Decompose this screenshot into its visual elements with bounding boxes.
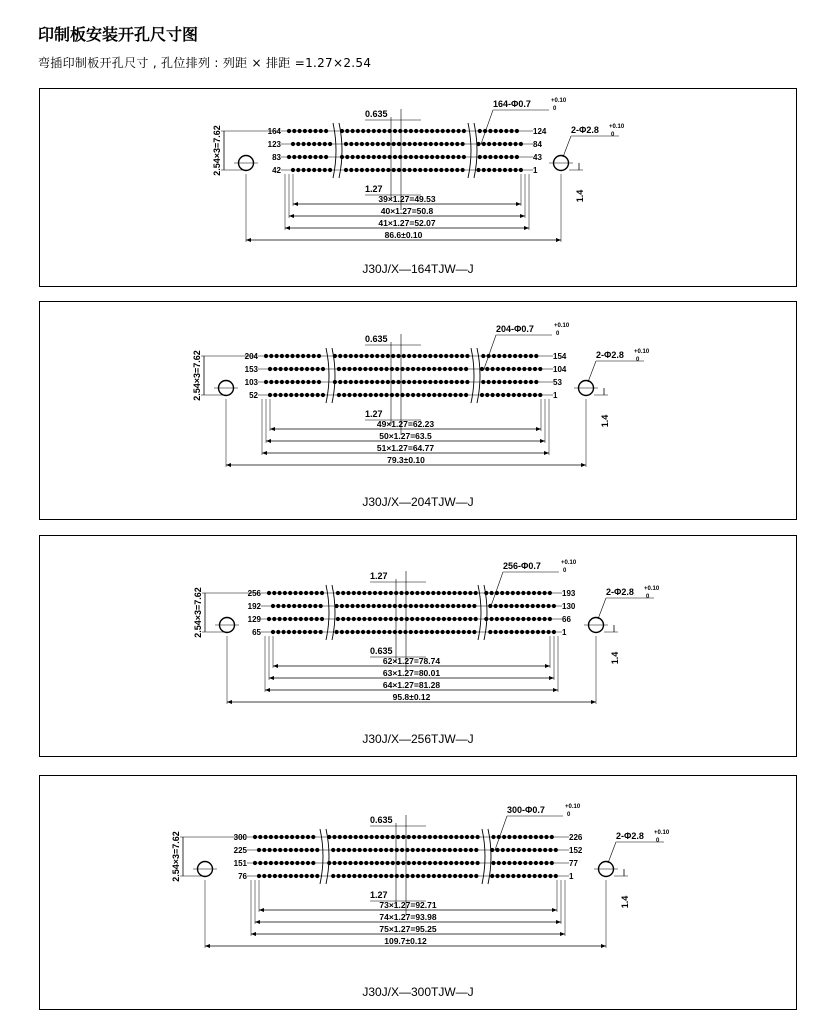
row-label-left: 76	[238, 872, 247, 881]
model-caption: J30J/X—300TJW—J	[362, 985, 474, 999]
row-label-left: 192	[247, 602, 261, 611]
leader-line	[495, 816, 507, 850]
hole-layout-drawing	[40, 536, 798, 758]
span-dimension: 73×1.27=92.71	[379, 900, 437, 910]
row-label-right: 104	[553, 365, 567, 374]
mount-callout: 2-Φ2.8	[571, 125, 599, 135]
hole-callout: 164-Φ0.7	[493, 99, 531, 109]
leader-line	[481, 110, 493, 144]
span-dimension: 63×1.27=80.01	[382, 668, 441, 678]
pitch-label-bottom: 0.635	[370, 646, 393, 656]
span-dimension: 95.8±0.12	[392, 692, 431, 702]
vertical-dimension: 2.54×3=7.62	[193, 587, 203, 638]
row-label-right: 66	[562, 615, 571, 624]
row-label-left: 164	[267, 127, 281, 136]
span-dimension: 75×1.27=95.25	[379, 924, 437, 934]
model-caption: J30J/X—164TJW—J	[362, 262, 474, 276]
hole-callout: 300-Φ0.7	[507, 805, 545, 815]
mount-tolerance-minus: 0	[646, 594, 650, 600]
mount-tolerance-plus: +0.10	[609, 124, 625, 130]
vertical-dimension: 2.54×3=7.62	[192, 350, 202, 401]
span-dimension: 49×1.27=62.23	[376, 419, 435, 429]
mount-tolerance-plus: +0.10	[634, 349, 650, 355]
mount-tolerance-plus: +0.10	[644, 586, 660, 592]
hole-layout-drawing	[40, 302, 798, 521]
hole-callout: 204-Φ0.7	[496, 324, 534, 334]
row-label-right: 77	[569, 859, 578, 868]
row-label-right: 124	[533, 127, 547, 136]
hole-layout-group	[192, 323, 650, 467]
leader-line	[608, 842, 616, 863]
row-label-left: 83	[272, 153, 281, 162]
row-label-right: 193	[562, 589, 576, 598]
row-label-right: 152	[569, 846, 583, 855]
drawing-panel	[39, 535, 797, 757]
span-dimension: 79.3±0.10	[387, 455, 425, 465]
row-label-right: 130	[562, 602, 576, 611]
span-dimension: 62×1.27=78.74	[382, 656, 441, 666]
hole-tolerance-plus: +0.10	[554, 323, 570, 329]
row-label-left: 65	[252, 628, 261, 637]
span-dimension: 86.6±0.10	[384, 230, 423, 240]
row-label-left: 256	[247, 589, 261, 598]
hole-callout: 256-Φ0.7	[503, 561, 541, 571]
hole-layout-group	[193, 560, 660, 704]
row-label-right: 226	[569, 833, 583, 842]
row-label-left: 129	[247, 615, 261, 624]
row-label-left: 103	[244, 378, 258, 387]
span-dimension: 41×1.27=52.07	[378, 218, 436, 228]
hole-layout-drawing	[40, 89, 798, 288]
pitch-label-bottom: 1.27	[365, 184, 383, 194]
hole-tolerance-minus: 0	[563, 568, 567, 574]
hole-layout-group	[212, 98, 625, 242]
pitch-label-top: 0.635	[365, 334, 388, 344]
span-dimension: 64×1.27=81.28	[382, 680, 441, 690]
hole-tolerance-plus: +0.10	[551, 98, 567, 104]
hole-tolerance-plus: +0.10	[565, 804, 581, 810]
mount-callout: 2-Φ2.8	[606, 587, 634, 597]
span-dimension: 39×1.27=49.53	[378, 194, 436, 204]
row-label-left: 225	[233, 846, 247, 855]
page-title: 印制板安装开孔尺寸图	[38, 25, 199, 44]
row-label-left: 42	[272, 166, 281, 175]
hole-tolerance-minus: 0	[556, 331, 560, 337]
mount-callout: 2-Φ2.8	[596, 350, 624, 360]
pitch-label-bottom: 1.27	[365, 409, 383, 419]
span-dimension: 40×1.27=50.8	[380, 206, 434, 216]
drawing-panel	[39, 301, 797, 520]
offset-dimension: 1.4	[620, 895, 630, 909]
page-subtitle: 弯插印制板开孔尺寸 , 孔位排列 : 列距 × 排距 =1.27×2.54	[38, 56, 372, 70]
hole-layout-drawing	[40, 776, 798, 1011]
row-label-left: 300	[233, 833, 247, 842]
mount-tolerance-minus: 0	[611, 132, 615, 138]
leader-line	[484, 335, 496, 369]
hole-layout-group	[171, 804, 670, 948]
vertical-dimension: 2.54×3=7.62	[212, 125, 222, 176]
mount-tolerance-minus: 0	[656, 838, 660, 844]
row-label-right: 84	[533, 140, 542, 149]
offset-dimension: 1.4	[610, 651, 620, 665]
span-dimension: 109.7±0.12	[384, 936, 427, 946]
leader-line	[491, 572, 503, 606]
drawing-panel	[39, 775, 797, 1010]
hole-tolerance-minus: 0	[553, 106, 557, 112]
row-label-left: 151	[233, 859, 247, 868]
drawing-panel	[39, 88, 797, 287]
row-label-right: 53	[553, 378, 562, 387]
row-label-left: 153	[244, 365, 258, 374]
row-label-left: 204	[244, 352, 258, 361]
span-dimension: 51×1.27=64.77	[376, 443, 435, 453]
row-label-right: 1	[569, 872, 574, 881]
pitch-label-top: 0.635	[370, 815, 393, 825]
mount-tolerance-minus: 0	[636, 357, 640, 363]
offset-dimension: 1.4	[575, 189, 585, 203]
row-label-right: 43	[533, 153, 542, 162]
leader-line	[563, 136, 571, 157]
row-label-left: 52	[249, 391, 258, 400]
mount-callout: 2-Φ2.8	[616, 831, 644, 841]
row-label-right: 1	[553, 391, 558, 400]
model-caption: J30J/X—204TJW—J	[362, 495, 474, 509]
row-label-right: 154	[553, 352, 567, 361]
mount-tolerance-plus: +0.10	[654, 830, 670, 836]
model-caption: J30J/X—256TJW—J	[362, 732, 474, 746]
row-label-left: 123	[267, 140, 281, 149]
row-label-right: 1	[562, 628, 567, 637]
pitch-label-top: 1.27	[370, 571, 388, 581]
hole-tolerance-plus: +0.10	[561, 560, 577, 566]
span-dimension: 74×1.27=93.98	[379, 912, 437, 922]
pitch-label-bottom: 1.27	[370, 890, 388, 900]
offset-dimension: 1.4	[600, 414, 610, 428]
vertical-dimension: 2.54×3=7.62	[171, 831, 181, 882]
leader-line	[598, 598, 606, 619]
row-label-right: 1	[533, 166, 538, 175]
hole-tolerance-minus: 0	[567, 812, 571, 818]
span-dimension: 50×1.27=63.5	[379, 431, 432, 441]
leader-line	[588, 361, 596, 382]
pitch-label-top: 0.635	[365, 109, 388, 119]
